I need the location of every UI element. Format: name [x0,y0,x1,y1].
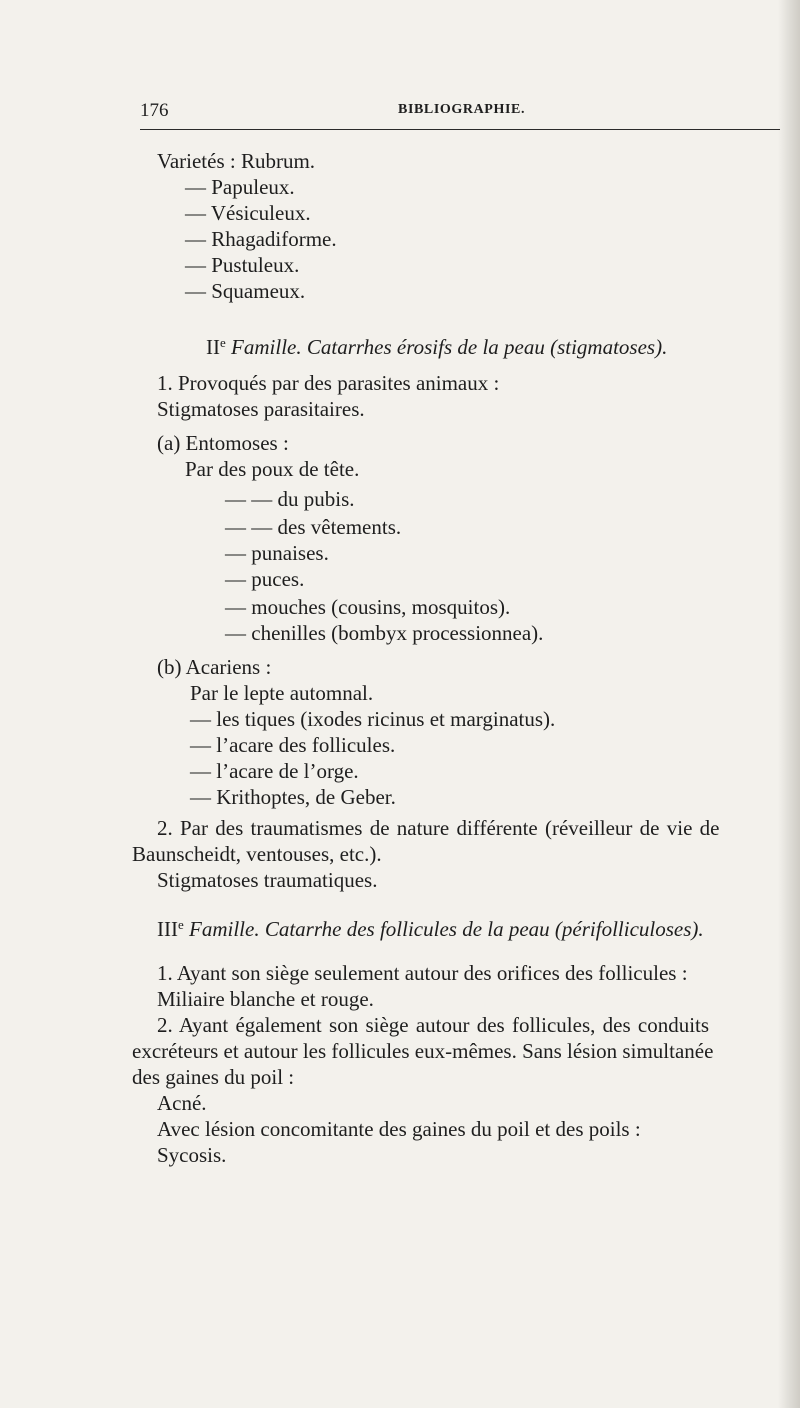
running-title: BIBLIOGRAPHIE. [398,102,526,117]
text-line: Stigmatoses traumatiques. [157,868,378,892]
text-line: Sycosis. [157,1143,227,1167]
text-line: — l’acare de l’orge. [190,759,359,783]
section-heading-famille-2 [206,330,667,360]
text-line: — l’acare des follicules. [190,733,396,757]
text-line: Miliaire blanche et rouge. [157,987,374,1011]
page-header [140,100,780,124]
text-line: Acné. [157,1091,207,1115]
section-heading-famille-3 [157,912,704,942]
page-number: 176 [140,100,169,121]
text-line: (a) Entomoses : [157,431,289,455]
text-line: — mouches (cousins, mosquitos). [225,595,511,619]
text-line: 1. Provoqués par des parasites animaux : [157,371,500,395]
text-line: — — du pubis. [225,487,355,511]
text-line: 2. Ayant également son siège autour des follicules, des conduits [157,1013,710,1037]
text-line: 1. Ayant son siège seulement autour des orifices des follicules : [157,961,688,985]
heading-text: Famille. Catarrhes érosifs de la peau (stigmatoses). [225,335,668,359]
heading-roman-numeral: II [206,335,220,359]
text-line: — Rhagadiforme. [185,227,337,251]
page-edge-shadow [778,0,800,1408]
text-line: Baunscheidt, ventouses, etc.). [132,842,382,866]
text-line: Varietés : Rubrum. [157,149,316,173]
text-line: — Vésiculeux. [185,201,311,225]
text-line: des gaines du poil : [132,1065,295,1089]
text-line: — puces. [225,567,305,591]
text-line: — chenilles (bombyx processionnea). [225,621,544,645]
text-line: Avec lésion concomitante des gaines du poil et des poils : [157,1117,641,1141]
text-line: 2. Par des traumatismes de nature différente (réveilleur de vie de [157,816,720,840]
text-line: — Krithoptes, de Geber. [190,785,396,809]
text-line: — les tiques (ixodes ricinus et marginatus). [190,707,556,731]
header-rule [140,129,780,130]
text-line: — punaises. [225,541,329,565]
text-line: excréteurs et autour les follicules eux-mêmes. Sans lésion simultanée [132,1039,714,1063]
heading-roman-numeral: III [157,917,178,941]
heading-superscript: e [220,335,226,350]
text-line: — — des vêtements. [225,515,402,539]
heading-superscript: e [177,917,184,932]
text-line: — Squameux. [185,279,306,303]
text-line: Par des poux de tête. [185,457,360,481]
text-line: — Pustuleux. [185,253,300,277]
text-line: Stigmatoses parasitaires. [157,397,365,421]
heading-text: Famille. Catarrhe des follicules de la peau (périfolliculoses). [183,917,704,941]
text-line: Par le lepte automnal. [190,681,374,705]
text-line: — Papuleux. [185,175,295,199]
text-line: (b) Acariens : [157,655,272,679]
